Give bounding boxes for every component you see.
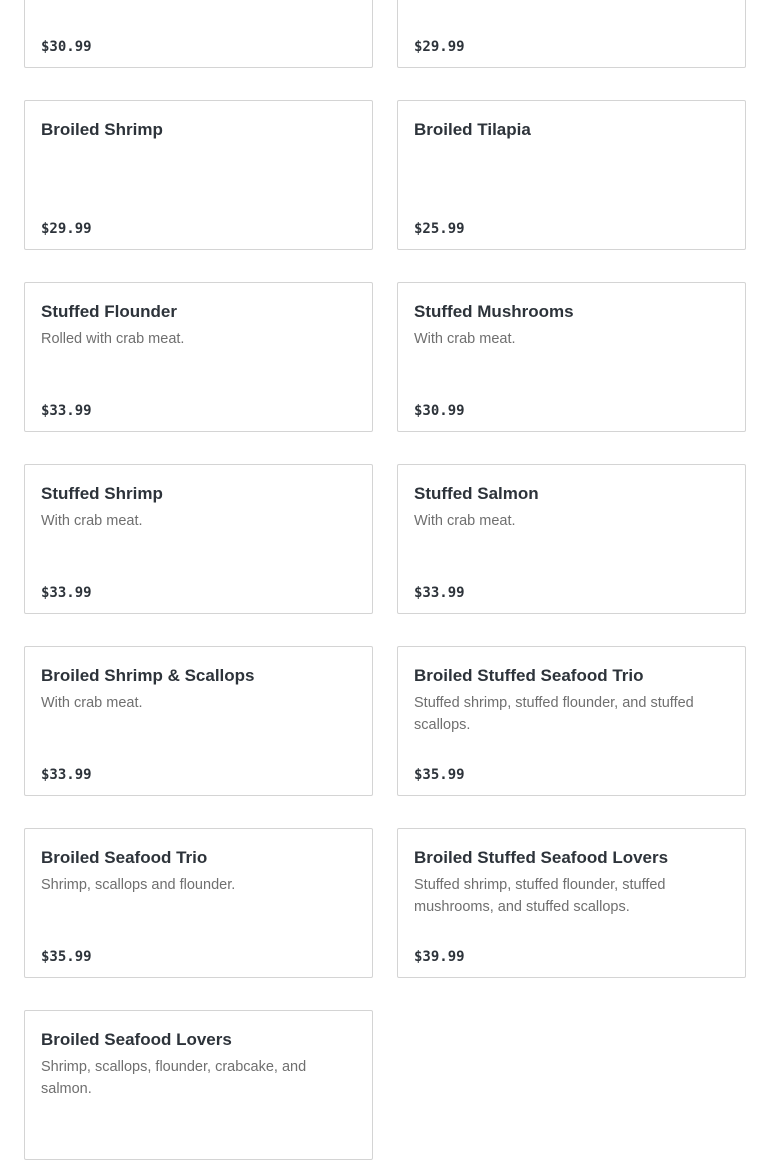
menu-item-card[interactable] <box>24 100 373 250</box>
menu-item-price: $30.99 <box>414 403 465 419</box>
menu-item-description: Stuffed shrimp, stuffed flounder, stuffed mushrooms, and stuffed scallops. <box>414 877 666 915</box>
menu-item-price: $33.99 <box>41 767 92 783</box>
menu-item-description: Stuffed shrimp, stuffed flounder, and stuffed scallops. <box>414 695 694 733</box>
menu-item-card[interactable] <box>24 646 373 796</box>
menu-item-price: $29.99 <box>414 39 465 55</box>
menu-item-price: $29.99 <box>41 221 92 237</box>
menu-item-card[interactable] <box>24 282 373 432</box>
menu-item-card[interactable] <box>24 828 373 978</box>
menu-item-price: $33.99 <box>41 585 92 601</box>
menu-item-name: Stuffed Shrimp <box>41 484 163 503</box>
menu-item-description: Shrimp, scallops, flounder, crabcake, and salmon. <box>41 1059 307 1097</box>
menu-item-description: With crab meat. <box>414 331 516 347</box>
menu-item-price: $39.99 <box>414 949 465 965</box>
menu-item-name: Stuffed Flounder <box>41 302 177 321</box>
menu-item-name: Broiled Shrimp & Scallops <box>41 666 255 685</box>
menu-item-name: Broiled Stuffed Seafood Trio <box>414 666 644 685</box>
menu-item-description: Rolled with crab meat. <box>41 331 185 347</box>
menu-item-price: $30.99 <box>41 39 92 55</box>
menu-item-price: $33.99 <box>41 403 92 419</box>
menu-item-card[interactable] <box>397 828 746 978</box>
menu-item-description: With crab meat. <box>414 513 516 529</box>
menu-item-description: With crab meat. <box>41 513 143 529</box>
menu-item-name: Broiled Tilapia <box>414 120 531 139</box>
menu-item-card[interactable] <box>397 646 746 796</box>
menu-item-card[interactable] <box>397 100 746 250</box>
menu-item-price: $25.99 <box>414 221 465 237</box>
menu-item-card[interactable] <box>24 464 373 614</box>
menu-item-name: Broiled Seafood Lovers <box>41 1030 232 1049</box>
menu-item-price: $33.99 <box>414 585 465 601</box>
menu-item-card[interactable] <box>24 1010 373 1160</box>
menu-item-price: $35.99 <box>414 767 465 783</box>
menu-item-grid <box>24 0 746 1160</box>
menu-item-name: Broiled Stuffed Seafood Lovers <box>414 848 669 867</box>
menu-item-card[interactable] <box>397 464 746 614</box>
menu-item-card[interactable] <box>397 0 746 68</box>
menu-item-card[interactable] <box>397 282 746 432</box>
menu-item-name: Broiled Seafood Trio <box>41 848 208 867</box>
menu-item-price: $35.99 <box>41 949 92 965</box>
menu-item-name: Stuffed Mushrooms <box>414 302 574 321</box>
menu-item-name: Broiled Shrimp <box>41 120 163 139</box>
menu-item-description: With crab meat. <box>41 695 143 711</box>
menu-item-description: Shrimp, scallops and flounder. <box>41 877 236 893</box>
menu-item-name: Stuffed Salmon <box>414 484 539 503</box>
menu-item-card[interactable] <box>24 0 373 68</box>
